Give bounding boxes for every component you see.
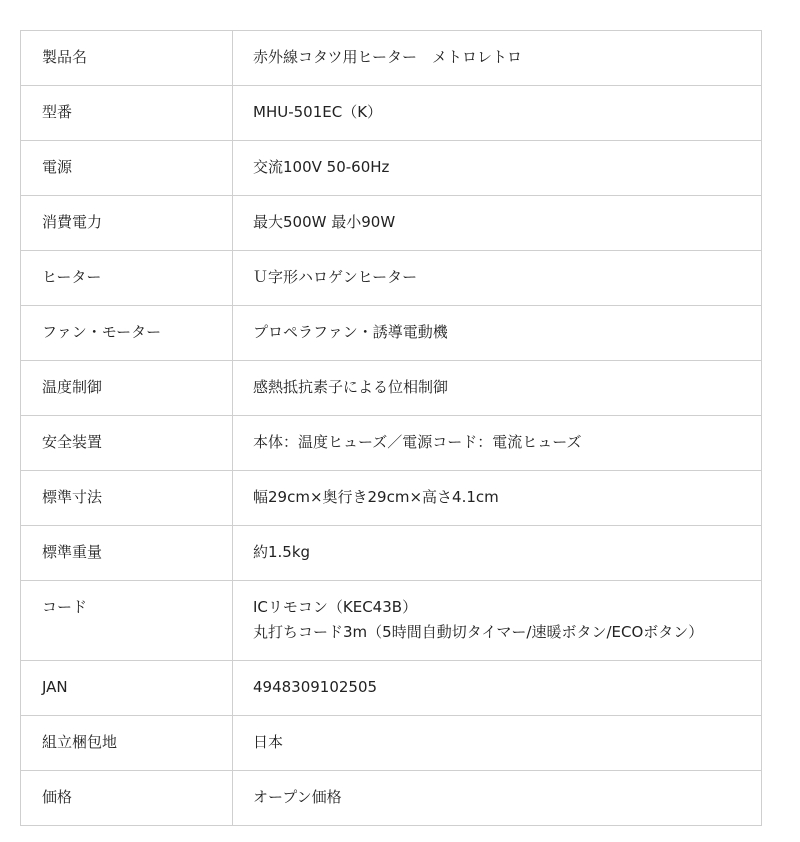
spec-value xyxy=(233,581,762,661)
spec-value-line: 最大500W 最小90W xyxy=(253,213,396,231)
spec-label: 型番 xyxy=(21,86,233,141)
spec-value xyxy=(233,771,762,826)
spec-value-line: 約1.5kg xyxy=(253,543,311,561)
spec-value-line: 幅29cm×奥行き29cm×高さ4.1cm xyxy=(253,488,499,506)
table-row xyxy=(21,416,762,471)
spec-label: ヒーター xyxy=(21,251,233,306)
spec-label: 組立梱包地 xyxy=(21,716,233,771)
spec-value xyxy=(233,716,762,771)
spec-label: 製品名 xyxy=(21,31,233,86)
spec-label: 温度制御 xyxy=(21,361,233,416)
spec-value xyxy=(233,471,762,526)
spec-value xyxy=(233,306,762,361)
spec-value-line: 本体：温度ヒューズ／電源コード：電流ヒューズ xyxy=(253,433,582,451)
spec-value-line: 交流100V 50-60Hz xyxy=(253,158,390,176)
table-row xyxy=(21,141,762,196)
spec-label: 消費電力 xyxy=(21,196,233,251)
spec-value-line: MHU-501EC（K） xyxy=(253,103,383,121)
spec-value xyxy=(233,526,762,581)
table-row xyxy=(21,526,762,581)
table-row xyxy=(21,661,762,716)
spec-label: コード xyxy=(21,581,233,661)
spec-value xyxy=(233,31,762,86)
spec-value-line: オープン価格 xyxy=(253,788,342,806)
spec-value xyxy=(233,86,762,141)
spec-value-line: 赤外線コタツ用ヒーター メトロレトロ xyxy=(253,48,522,66)
table-row xyxy=(21,716,762,771)
spec-label: 安全装置 xyxy=(21,416,233,471)
spec-value-line: Ｕ字形ハロゲンヒーター xyxy=(253,268,418,286)
spec-label: ファン・モーター xyxy=(21,306,233,361)
spec-label: 価格 xyxy=(21,771,233,826)
spec-value-line: 4948309102505 xyxy=(253,678,378,696)
table-row xyxy=(21,471,762,526)
spec-value xyxy=(233,196,762,251)
spec-value-line: 感熱抵抗素子による位相制御 xyxy=(253,378,449,396)
table-row xyxy=(21,306,762,361)
spec-value-line: ICリモコン（KEC43B） xyxy=(253,598,418,616)
spec-value-line: 日本 xyxy=(253,733,284,751)
table-row xyxy=(21,86,762,141)
table-row xyxy=(21,361,762,416)
spec-value-line: プロペラファン・誘導電動機 xyxy=(253,323,448,341)
spec-label: 標準寸法 xyxy=(21,471,233,526)
spec-table xyxy=(20,30,762,826)
spec-value xyxy=(233,141,762,196)
spec-value xyxy=(233,416,762,471)
table-row xyxy=(21,581,762,661)
table-row xyxy=(21,771,762,826)
spec-value-line: 丸打ちコード3m（5時間自動切タイマー/速暖ボタン/ECOボタン） xyxy=(253,623,704,641)
spec-value xyxy=(233,251,762,306)
spec-value xyxy=(233,361,762,416)
table-row xyxy=(21,251,762,306)
spec-label: 電源 xyxy=(21,141,233,196)
spec-value xyxy=(233,661,762,716)
spec-label: JAN xyxy=(21,661,233,716)
table-row xyxy=(21,31,762,86)
table-row xyxy=(21,196,762,251)
spec-label: 標準重量 xyxy=(21,526,233,581)
